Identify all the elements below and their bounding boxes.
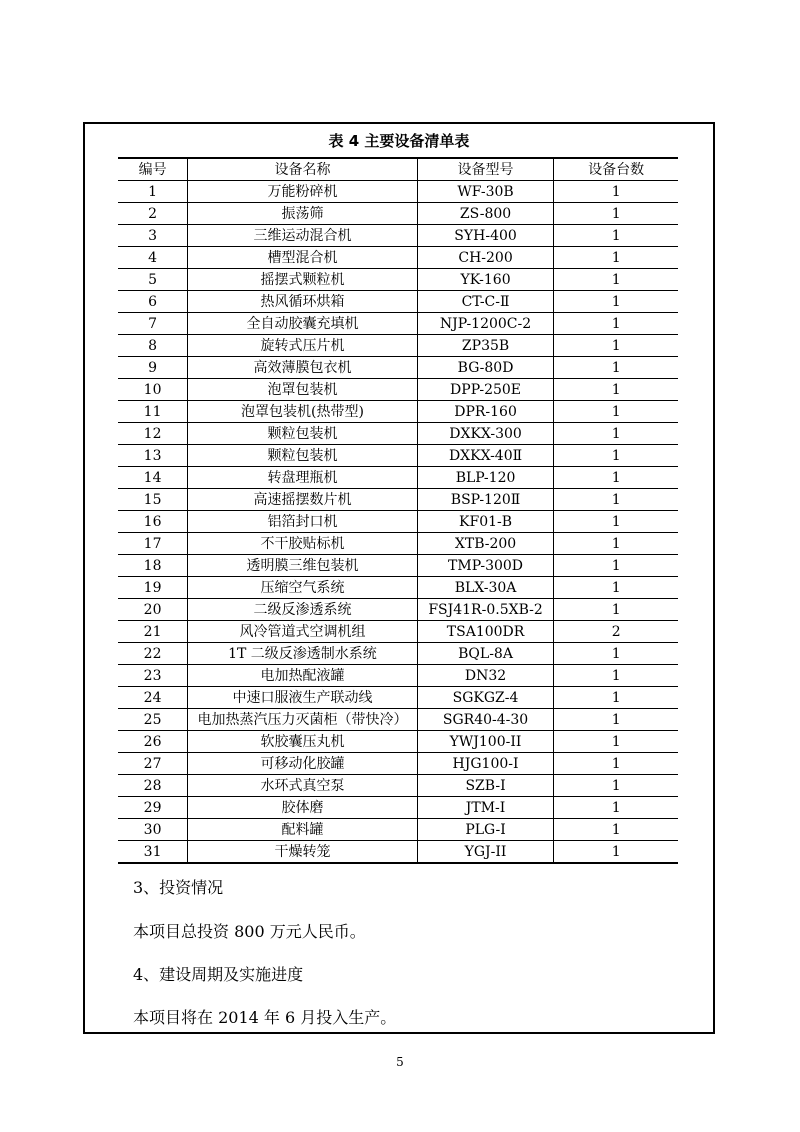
row-equipment-count: 1 xyxy=(554,445,678,467)
row-equipment-name: 不干胶贴标机 xyxy=(188,533,418,555)
row-equipment-model: DPR-160 xyxy=(417,401,554,423)
row-number: 12 xyxy=(118,423,188,445)
row-number: 31 xyxy=(118,841,188,864)
row-equipment-model: WF-30B xyxy=(417,181,554,203)
row-equipment-model: DXKX-300 xyxy=(417,423,554,445)
table-caption: 表 4 主要设备清单表 xyxy=(328,132,470,150)
row-equipment-model: DXKX-40Ⅱ xyxy=(417,445,554,467)
table-row xyxy=(118,599,678,621)
row-equipment-name: 转盘理瓶机 xyxy=(188,467,418,489)
equipment-table xyxy=(118,157,678,864)
row-number: 28 xyxy=(118,775,188,797)
table-row xyxy=(118,665,678,687)
row-equipment-model: SYH-400 xyxy=(417,225,554,247)
row-equipment-name: 全自动胶囊充填机 xyxy=(188,313,418,335)
header-equipment-count: 设备台数 xyxy=(554,158,678,181)
table-row xyxy=(118,357,678,379)
row-equipment-model: SZB-I xyxy=(417,775,554,797)
row-equipment-model: DPP-250E xyxy=(417,379,554,401)
row-equipment-model: BLP-120 xyxy=(417,467,554,489)
table-row xyxy=(118,291,678,313)
row-equipment-name: 中速口服液生产联动线 xyxy=(188,687,418,709)
row-equipment-name: 铝箔封口机 xyxy=(188,511,418,533)
row-equipment-count: 1 xyxy=(554,225,678,247)
row-equipment-model: SGR40-4-30 xyxy=(417,709,554,731)
row-equipment-count: 1 xyxy=(554,665,678,687)
row-equipment-model: BLX-30A xyxy=(417,577,554,599)
row-number: 29 xyxy=(118,797,188,819)
invest-text: 本项目总投资 800 万元人民币。 xyxy=(133,922,366,941)
row-number: 14 xyxy=(118,467,188,489)
table-row xyxy=(118,379,678,401)
row-equipment-count: 1 xyxy=(554,357,678,379)
row-equipment-count: 1 xyxy=(554,247,678,269)
row-number: 7 xyxy=(118,313,188,335)
row-equipment-count: 1 xyxy=(554,731,678,753)
table-row xyxy=(118,225,678,247)
row-number: 21 xyxy=(118,621,188,643)
row-equipment-model: CT-C-Ⅱ xyxy=(417,291,554,313)
table-row xyxy=(118,731,678,753)
row-number: 20 xyxy=(118,599,188,621)
row-equipment-name: 高效薄膜包衣机 xyxy=(188,357,418,379)
row-number: 15 xyxy=(118,489,188,511)
row-equipment-name: 热风循环烘箱 xyxy=(188,291,418,313)
row-equipment-name: 风冷管道式空调机组 xyxy=(188,621,418,643)
row-equipment-count: 1 xyxy=(554,577,678,599)
row-equipment-count: 1 xyxy=(554,775,678,797)
schedule-text: 本项目将在 2014 年 6 月投入生产。 xyxy=(133,1008,397,1027)
row-equipment-model: JTM-I xyxy=(417,797,554,819)
row-equipment-count: 1 xyxy=(554,291,678,313)
row-equipment-name: 泡罩包装机(热带型) xyxy=(188,401,418,423)
row-equipment-count: 1 xyxy=(554,269,678,291)
row-number: 6 xyxy=(118,291,188,313)
row-equipment-count: 1 xyxy=(554,423,678,445)
table-row xyxy=(118,335,678,357)
table-row xyxy=(118,555,678,577)
row-number: 5 xyxy=(118,269,188,291)
row-equipment-name: 软胶囊压丸机 xyxy=(188,731,418,753)
table-row xyxy=(118,203,678,225)
row-number: 22 xyxy=(118,643,188,665)
row-equipment-model: YGJ-II xyxy=(417,841,554,864)
row-equipment-name: 电加热蒸汽压力灭菌柜（带快冷） xyxy=(188,709,418,731)
table-row xyxy=(118,401,678,423)
table-row xyxy=(118,247,678,269)
row-number: 8 xyxy=(118,335,188,357)
table-row xyxy=(118,445,678,467)
row-number: 19 xyxy=(118,577,188,599)
row-equipment-count: 1 xyxy=(554,709,678,731)
row-equipment-count: 1 xyxy=(554,181,678,203)
row-equipment-count: 1 xyxy=(554,467,678,489)
row-equipment-model: ZS-800 xyxy=(417,203,554,225)
row-number: 1 xyxy=(118,181,188,203)
row-equipment-count: 1 xyxy=(554,797,678,819)
row-equipment-model: NJP-1200C-2 xyxy=(417,313,554,335)
row-number: 24 xyxy=(118,687,188,709)
row-equipment-count: 1 xyxy=(554,401,678,423)
row-equipment-model: TMP-300D xyxy=(417,555,554,577)
row-number: 18 xyxy=(118,555,188,577)
row-number: 30 xyxy=(118,819,188,841)
row-equipment-count: 1 xyxy=(554,203,678,225)
table-row xyxy=(118,313,678,335)
row-equipment-model: YWJ100-II xyxy=(417,731,554,753)
row-number: 17 xyxy=(118,533,188,555)
table-header-row xyxy=(118,158,678,181)
row-equipment-count: 2 xyxy=(554,621,678,643)
row-equipment-name: 可移动化胶罐 xyxy=(188,753,418,775)
row-equipment-model: XTB-200 xyxy=(417,533,554,555)
row-equipment-name: 水环式真空泵 xyxy=(188,775,418,797)
row-equipment-model: HJG100-I xyxy=(417,753,554,775)
row-equipment-name: 配料罐 xyxy=(188,819,418,841)
row-number: 27 xyxy=(118,753,188,775)
table-row xyxy=(118,533,678,555)
row-equipment-name: 胶体磨 xyxy=(188,797,418,819)
row-equipment-count: 1 xyxy=(554,599,678,621)
row-equipment-count: 1 xyxy=(554,555,678,577)
table-row xyxy=(118,423,678,445)
row-equipment-count: 1 xyxy=(554,489,678,511)
header-equipment-name: 设备名称 xyxy=(188,158,418,181)
row-equipment-model: BQL-8A xyxy=(417,643,554,665)
table-row xyxy=(118,687,678,709)
table-row xyxy=(118,643,678,665)
row-equipment-name: 振荡筛 xyxy=(188,203,418,225)
row-number: 13 xyxy=(118,445,188,467)
document-frame xyxy=(83,122,715,1034)
row-equipment-name: 高速摇摆数片机 xyxy=(188,489,418,511)
row-equipment-name: 压缩空气系统 xyxy=(188,577,418,599)
row-number: 3 xyxy=(118,225,188,247)
row-number: 10 xyxy=(118,379,188,401)
row-equipment-name: 颗粒包装机 xyxy=(188,423,418,445)
row-equipment-model: PLG-I xyxy=(417,819,554,841)
table-row xyxy=(118,797,678,819)
row-equipment-count: 1 xyxy=(554,379,678,401)
table-row xyxy=(118,709,678,731)
schedule-heading: 4、建设周期及实施进度 xyxy=(133,965,304,984)
header-equipment-model: 设备型号 xyxy=(417,158,554,181)
row-equipment-name: 二级反渗透系统 xyxy=(188,599,418,621)
row-equipment-count: 1 xyxy=(554,335,678,357)
table-row xyxy=(118,489,678,511)
invest-heading: 3、投资情况 xyxy=(133,878,224,897)
row-number: 23 xyxy=(118,665,188,687)
table-row xyxy=(118,181,678,203)
row-equipment-model: DN32 xyxy=(417,665,554,687)
row-equipment-model: SGKGZ-4 xyxy=(417,687,554,709)
row-equipment-model: YK-160 xyxy=(417,269,554,291)
row-equipment-model: TSA100DR xyxy=(417,621,554,643)
row-number: 9 xyxy=(118,357,188,379)
row-equipment-name: 三维运动混合机 xyxy=(188,225,418,247)
row-equipment-name: 旋转式压片机 xyxy=(188,335,418,357)
row-equipment-count: 1 xyxy=(554,643,678,665)
page-number: 5 xyxy=(396,1055,404,1069)
row-equipment-name: 电加热配液罐 xyxy=(188,665,418,687)
table-row xyxy=(118,467,678,489)
row-number: 11 xyxy=(118,401,188,423)
row-equipment-name: 槽型混合机 xyxy=(188,247,418,269)
row-number: 25 xyxy=(118,709,188,731)
row-equipment-name: 干燥转笼 xyxy=(188,841,418,864)
table-row xyxy=(118,753,678,775)
table-row xyxy=(118,511,678,533)
row-equipment-name: 颗粒包装机 xyxy=(188,445,418,467)
row-equipment-model: FSJ41R-0.5XB-2 xyxy=(417,599,554,621)
row-equipment-count: 1 xyxy=(554,313,678,335)
row-number: 2 xyxy=(118,203,188,225)
row-equipment-name: 摇摆式颗粒机 xyxy=(188,269,418,291)
row-equipment-model: CH-200 xyxy=(417,247,554,269)
row-equipment-count: 1 xyxy=(554,533,678,555)
row-equipment-count: 1 xyxy=(554,841,678,864)
row-equipment-name: 透明膜三维包装机 xyxy=(188,555,418,577)
row-number: 4 xyxy=(118,247,188,269)
row-number: 26 xyxy=(118,731,188,753)
row-equipment-count: 1 xyxy=(554,511,678,533)
row-equipment-model: BSP-120Ⅱ xyxy=(417,489,554,511)
row-number: 16 xyxy=(118,511,188,533)
row-equipment-model: ZP35B xyxy=(417,335,554,357)
row-equipment-model: BG-80D xyxy=(417,357,554,379)
row-equipment-count: 1 xyxy=(554,753,678,775)
table-row xyxy=(118,621,678,643)
table-row xyxy=(118,269,678,291)
row-equipment-name: 万能粉碎机 xyxy=(188,181,418,203)
table-row xyxy=(118,819,678,841)
table-row xyxy=(118,577,678,599)
row-equipment-name: 1T 二级反渗透制水系统 xyxy=(188,643,418,665)
row-equipment-name: 泡罩包装机 xyxy=(188,379,418,401)
row-equipment-count: 1 xyxy=(554,687,678,709)
header-number: 编号 xyxy=(118,158,188,181)
table-row xyxy=(118,841,678,864)
table-row xyxy=(118,775,678,797)
row-equipment-model: KF01-B xyxy=(417,511,554,533)
table-body xyxy=(118,181,678,864)
row-equipment-count: 1 xyxy=(554,819,678,841)
